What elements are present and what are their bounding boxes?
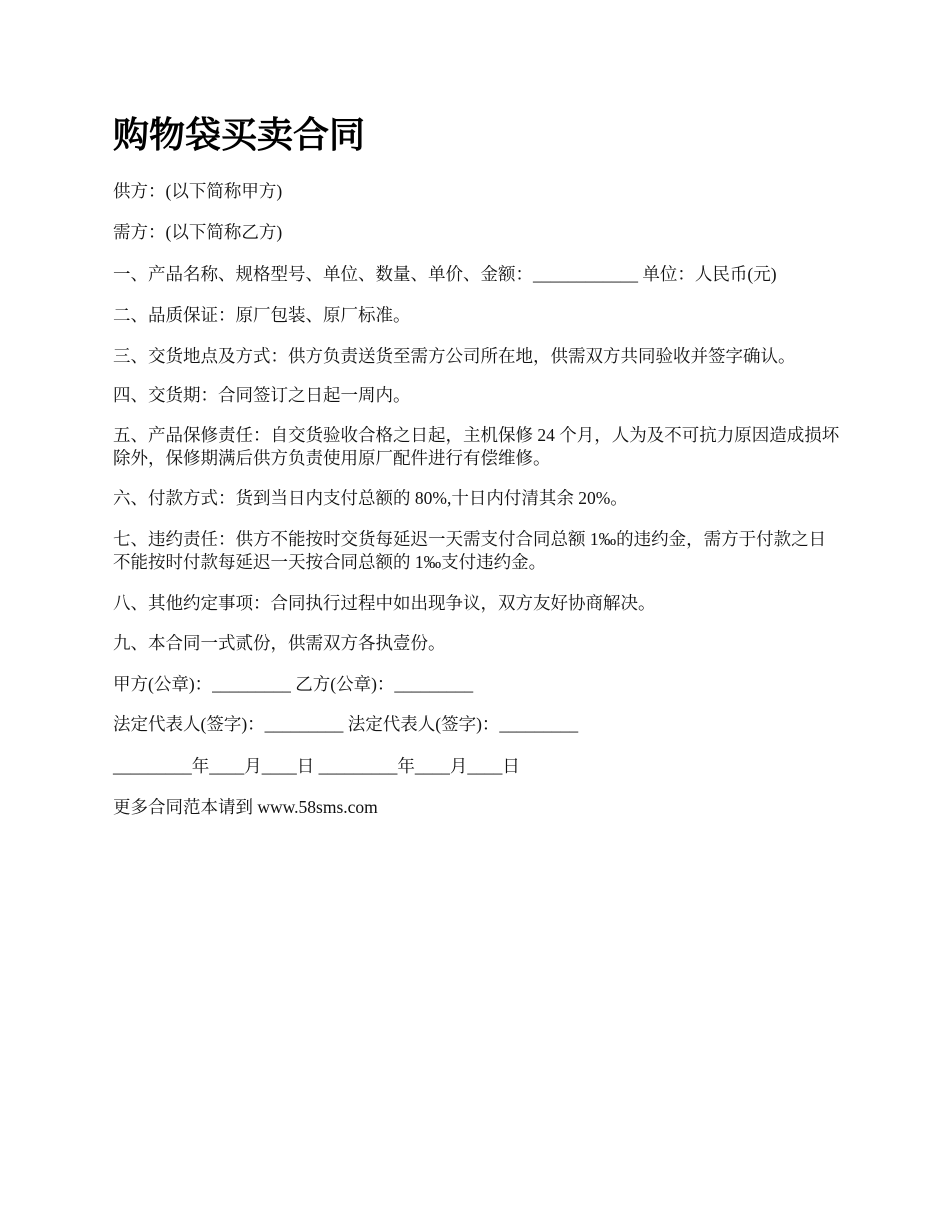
clause-6: 六、付款方式：货到当日内支付总额的 80%,十日内付清其余 20%。 xyxy=(113,488,628,508)
clause-7: 七、违约责任：供方不能按时交货每延迟一天需支付合同总额 1‰的违约金，需方于付款之日不能按时付款每延迟一天按合同总额的 1‰支付违约金。 xyxy=(113,529,827,572)
clause-3: 三、交货地点及方式：供方负责送货至需方公司所在地，供需双方共同验收并签字确认。 xyxy=(113,346,796,366)
buyer-line: 需方：(以下简称乙方) xyxy=(113,222,283,242)
supplier-line: 供方：(以下简称甲方) xyxy=(113,181,283,201)
date-line: _________年____月____日 _________年____月____日 xyxy=(113,756,520,776)
clause-1: 一、产品名称、规格型号、单位、数量、单价、金额：____________ 单位：人民币(元) xyxy=(113,264,777,284)
document-title: 购物袋买卖合同 xyxy=(113,115,366,156)
representative-signature-line: 法定代表人(签字)：_________ 法定代表人(签字)：_________ xyxy=(113,714,579,734)
footer-note: 更多合同范本请到 www.58sms.com xyxy=(113,797,378,817)
seal-line: 甲方(公章)：_________ 乙方(公章)：_________ xyxy=(113,674,474,694)
clause-9: 九、本合同一式贰份，供需双方各执壹份。 xyxy=(113,633,446,653)
clause-2: 二、品质保证：原厂包装、原厂标准。 xyxy=(113,305,411,325)
clause-5: 五、产品保修责任：自交货验收合格之日起，主机保修 24 个月，人为及不可抗力原因造成损坏除外，保修期满后供方负责使用原厂配件进行有偿维修。 xyxy=(113,425,840,468)
clause-4: 四、交货期：合同签订之日起一周内。 xyxy=(113,385,411,405)
clause-8: 八、其他约定事项：合同执行过程中如出现争议，双方友好协商解决。 xyxy=(113,593,656,613)
